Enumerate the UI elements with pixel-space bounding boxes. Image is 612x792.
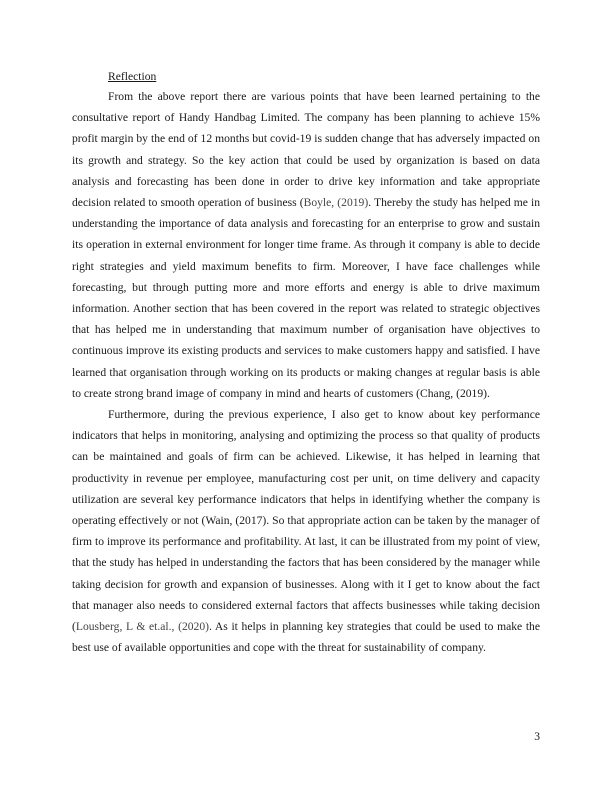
- citation: Lousberg, L & et.al., (2020): [75, 620, 209, 634]
- citation: Boyle, (2019): [303, 196, 369, 210]
- paragraph-text: . Thereby the study has helped me in understanding the importance of data analysis and forecasting for an enterprise to grow and sustain its operation in external environment for longer time frame. As through it company is able to decide right strategies and yield maximum benefits to firm. Moreover, I have face challenges while forecasting, but through putting more and more efforts and energy is able to drive maximum information. Another section that has been covered in the report was related to strategic objectives that has helped me in understanding that maximum number of organisation have objectives to continuous improve its existing products and services to make customers happy and satisfied. I have learned that organisation through working on its products or making changes at regular basis is able to create strong brand image of company in mind and hearts of customers (Chang, (2019).: [72, 196, 541, 400]
- paragraph: [72, 404, 540, 658]
- paragraph-text: . As it helps in planning key strategies that could be used to make the best use of available opportunities and cope with the threat for sustainability of company.: [72, 620, 540, 655]
- document-page: [72, 68, 540, 658]
- paragraph-text: Furthermore, during the previous experience, I also get to know about key performance indicators that helps in monitoring, analysing and optimizing the process so that quality of products can be maintained and goals of firm can be achieved. Likewise, it has helped in learning that productivity in revenue per employee, manufacturing cost per unit, on time delivery and capacity utilization are several key performance indicators that helps in identifying whether the company is operating effectively or not (Wain, (2017). So that appropriate action can be taken by the manager of firm to improve its performance and profitability. At last, it can be illustrated from my point of view, that the study has helped in understanding the factors that has been considered by the manager while taking decision for growth and expansion of businesses. Along with it I get to know about the fact that manager also needs to considered external factors that affects businesses while taking decision (: [72, 408, 540, 634]
- page-number: 3: [534, 730, 540, 743]
- paragraph-text: From the above report there are various points that have been learned pertaining to the consultative report of Handy Handbag Limited. The company has been planning to achieve 15% profit margin by the end of 12 months but covid-19 is sudden change that has adversely impacted on its growth and strategy. So the key action that could be used by organization is based on data analysis and forecasting has been done in order to drive key information and take appropriate decision related to smooth operation of business (: [72, 90, 540, 210]
- section-heading: Reflection: [108, 70, 157, 83]
- paragraph: [72, 86, 540, 404]
